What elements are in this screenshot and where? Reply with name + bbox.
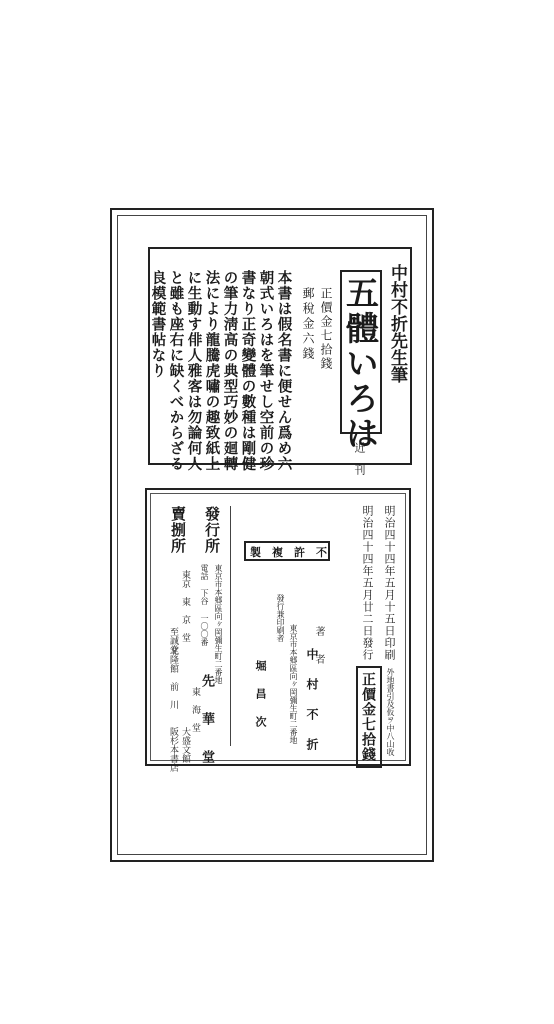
ad-author: 中村不折先生筆 (387, 264, 407, 383)
ad-title: 五體いろは (341, 276, 380, 451)
publish-date: 明治四十四年五月廿二日發行 (361, 505, 374, 661)
issuer-label: 發行所 (203, 506, 221, 554)
ad-body-line-7: と雖も座右に缺くべからざる (167, 270, 185, 472)
publisher-name: 堀 昌 次 (254, 660, 267, 730)
print-date: 明治四十四年五月十五日印刷 (383, 505, 396, 661)
publisher-address: 東京市本郷區向ヶ岡彌生町二番地 (289, 624, 298, 744)
seller-5: 至誠堂 (168, 600, 178, 654)
price-label: 正價金七拾錢 (360, 672, 376, 762)
copyright-notice: 不許複製 (250, 546, 338, 559)
ad-price: 正價金七拾錢 (319, 287, 333, 371)
ad-body-line-2: 朝式いろはを筆せし空前の珍 (257, 270, 275, 472)
issuer-name: 先 華 堂 (199, 674, 214, 769)
issuer-address: 東京市本郷區向ヶ岡彌生町二番地 (214, 564, 223, 684)
issuer-phone: 電話 下谷 一〇〇番 (200, 564, 209, 646)
ad-body-line-3: 書なり正奇變體の數種は剛健 (239, 270, 257, 472)
ad-body-line-4: の筆力淸高の典型巧妙の廻轉 (221, 270, 239, 472)
price-surcharge-note: 外地書引及仮ヲ中八山收 (386, 668, 395, 756)
seller-2: 東 海 堂 (190, 660, 200, 732)
ad-postage: 郵稅金六錢 (301, 287, 315, 362)
publisher-label: 發行兼印刷者 (276, 594, 285, 642)
ad-body-line-8: 良模範書帖なり (149, 270, 167, 379)
seller-4: 北隆館 前 川 (168, 646, 178, 709)
author-label: 著 者 (313, 626, 324, 668)
author-name: 中 村 不 折 (305, 648, 319, 753)
ad-recent-publication: 近 刊 (353, 442, 366, 475)
seller-3: 大盛文館 (180, 700, 190, 763)
ad-body-line-6: に生動す俳人雅客は勿論何人 (185, 270, 203, 472)
colophon-divider (230, 506, 231, 746)
seller-label: 賣捌所 (169, 506, 187, 554)
seller-1: 東京 東 京 堂 (180, 570, 190, 642)
ad-body-line-5: 法により龍騰虎嘯の趣致紙上 (203, 270, 221, 472)
ad-body-line-1: 本書は假名書に便せん爲め六 (275, 270, 293, 472)
seller-6: 阪杉本書店 (168, 700, 178, 772)
